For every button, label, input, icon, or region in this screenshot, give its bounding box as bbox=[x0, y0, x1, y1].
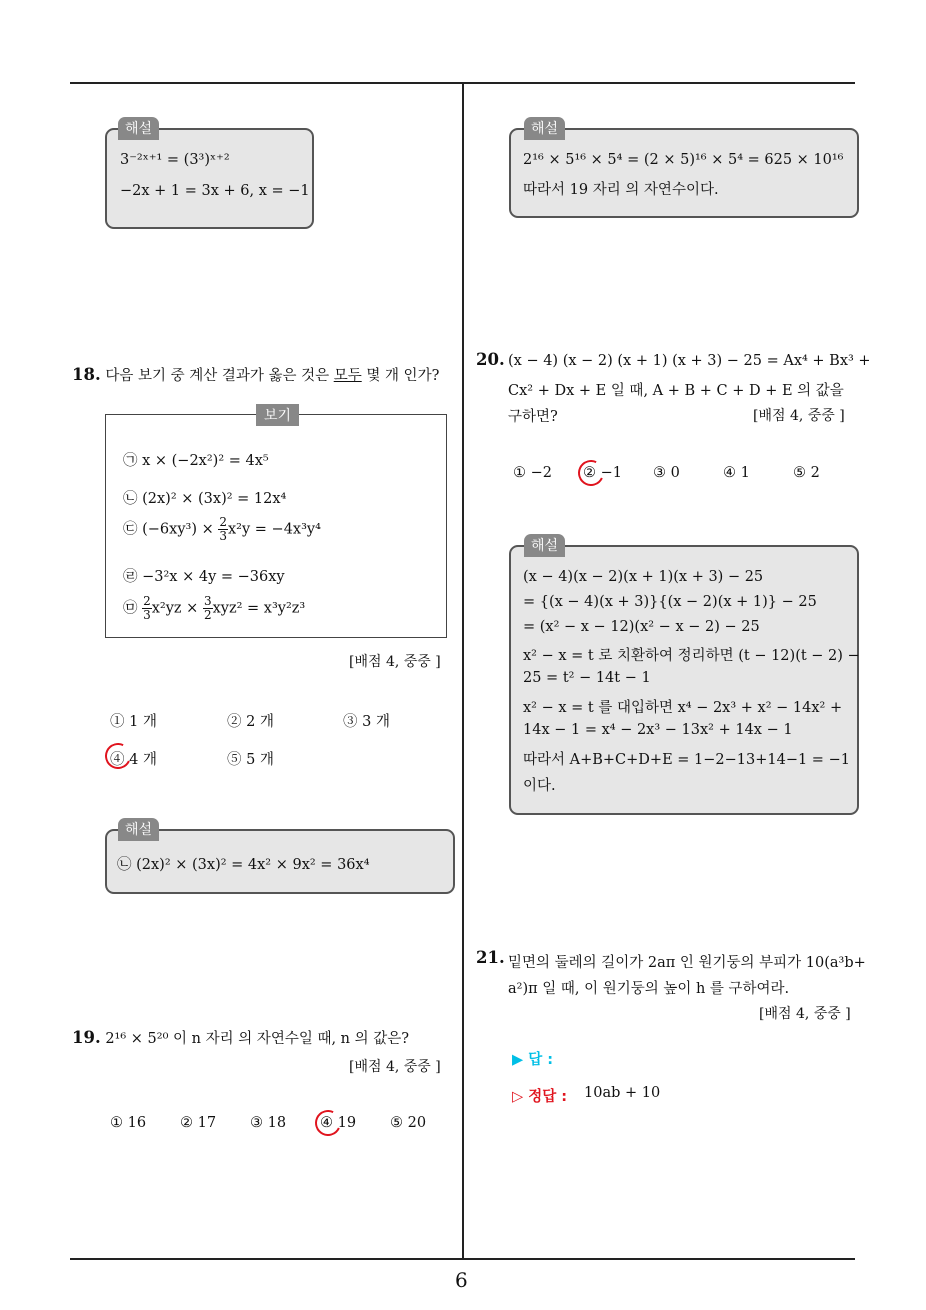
fraction-numerator: 3 bbox=[203, 594, 212, 608]
question-text: 몇 개 인가? bbox=[361, 368, 440, 384]
bottom-rule bbox=[70, 1258, 855, 1260]
question-text: 밑면의 둘레의 길이가 2aπ 인 원기둥의 부피가 10(a³b+ bbox=[508, 955, 866, 971]
fraction-denominator: 2 bbox=[203, 608, 212, 622]
option-4[interactable]: ④ 4 개 bbox=[110, 752, 157, 768]
solution-line: = (x² − x − 12)(x² − x − 2) − 25 bbox=[523, 619, 760, 635]
points-label: [배점 4, 중중 ] bbox=[349, 654, 441, 670]
question-text: a²)π 일 때, 이 원기둥의 높이 h 를 구하여라. bbox=[508, 981, 790, 997]
points-label: [배점 4, 중중 ] bbox=[753, 408, 845, 424]
bogi-item-5-post: xyz² = x³y²z³ bbox=[212, 600, 306, 617]
question-number: 20. bbox=[476, 350, 505, 369]
option-1[interactable]: ① −2 bbox=[513, 465, 552, 481]
solution-line: (x − 4)(x − 2)(x + 1)(x + 3) − 25 bbox=[523, 569, 764, 585]
solution-tag: 해설 bbox=[118, 117, 159, 140]
question-19 bbox=[72, 1024, 452, 1053]
question-text: 다음 보기 중 계산 결과가 옳은 것은 bbox=[105, 368, 334, 384]
option-1[interactable]: ① 16 bbox=[110, 1115, 147, 1131]
bogi-tag: 보기 bbox=[256, 404, 299, 426]
answer-mark-circle bbox=[574, 456, 607, 489]
option-3[interactable]: ③ 0 bbox=[653, 465, 680, 481]
question-text-underlined: 모두 bbox=[333, 368, 362, 384]
option-4[interactable]: ④ 1 bbox=[723, 465, 750, 481]
solution-tag: 해설 bbox=[118, 818, 159, 841]
page-number: 6 bbox=[455, 1268, 468, 1292]
option-2[interactable]: ② −1 bbox=[583, 465, 622, 481]
fraction bbox=[142, 595, 152, 622]
correct-answer-value: 10ab + 10 bbox=[584, 1085, 661, 1101]
option-5[interactable]: ⑤ 5 개 bbox=[227, 752, 274, 768]
solution-tag: 해설 bbox=[524, 534, 565, 557]
solution-line: 14x − 1 = x⁴ − 2x³ − 13x² + 14x − 1 bbox=[523, 722, 793, 738]
option-5[interactable]: ⑤ 2 bbox=[793, 465, 820, 481]
points-label: [배점 4, 중중 ] bbox=[759, 1006, 851, 1022]
solution-box-20 bbox=[509, 545, 859, 815]
solution-line: −2x + 1 = 3x + 6, x = −1 bbox=[120, 183, 310, 199]
question-text: (x − 4) (x − 2) (x + 1) (x + 3) − 25 = Ax⁴ + Bx³ + bbox=[508, 353, 871, 369]
answer-mark-circle bbox=[311, 1106, 344, 1139]
solution-box-17 bbox=[105, 128, 314, 229]
option-2[interactable]: ② 17 bbox=[180, 1115, 217, 1131]
solution-line: = {(x − 4)(x + 3)}{(x − 2)(x + 1)} − 25 bbox=[523, 594, 817, 610]
question-number: 21. bbox=[476, 948, 505, 967]
bogi-item-2: ㉡ (2x)² × (3x)² = 12x⁴ bbox=[123, 491, 287, 507]
solution-line: 2¹⁶ × 5¹⁶ × 5⁴ = (2 × 5)¹⁶ × 5⁴ = 625 × 10¹⁶ bbox=[523, 152, 844, 168]
bogi-item-5-mid: x²yz × bbox=[151, 600, 203, 617]
column-divider bbox=[462, 84, 464, 1260]
solution-line: 3⁻²ˣ⁺¹ = (3³)ˣ⁺² bbox=[120, 152, 230, 168]
bogi-item-3 bbox=[123, 516, 321, 543]
fraction-numerator: 2 bbox=[143, 594, 151, 608]
question-text: 2¹⁶ × 5²⁰ 이 n 자리 의 자연수일 때, n 의 값은? bbox=[105, 1031, 410, 1047]
solution-tag: 해설 bbox=[524, 117, 565, 140]
fraction bbox=[218, 516, 228, 543]
bogi-item-1: ㉠ x × (−2x²)² = 4x⁵ bbox=[123, 453, 269, 469]
fraction-denominator: 3 bbox=[143, 608, 151, 622]
bogi-item-5-pre: ㉤ bbox=[123, 600, 143, 617]
fraction-numerator: 2 bbox=[219, 515, 227, 529]
solution-line: x² − x = t 를 대입하면 x⁴ − 2x³ + x² − 14x² + bbox=[523, 700, 843, 716]
solution-line: ㉡ (2x)² × (3x)² = 4x² × 9x² = 36x⁴ bbox=[117, 857, 370, 873]
solution-line: 따라서 19 자리 의 자연수이다. bbox=[523, 182, 719, 198]
bogi-item-3-post: x²y = −4x³y⁴ bbox=[228, 521, 321, 538]
solution-line: 따라서 A+B+C+D+E = 1−2−13+14−1 = −1 bbox=[523, 752, 850, 768]
points-label: [배점 4, 중중 ] bbox=[349, 1059, 441, 1075]
correct-answer-label: ▷ 정답 : bbox=[512, 1089, 568, 1105]
bogi-item-3-pre: ㉢ (−6xy³) × bbox=[123, 521, 219, 538]
option-1[interactable]: ① 1 개 bbox=[110, 714, 157, 730]
option-3[interactable]: ③ 3 개 bbox=[343, 714, 390, 730]
solution-line: x² − x = t 로 치환하여 정리하면 (t − 12)(t − 2) − bbox=[523, 648, 860, 664]
option-5[interactable]: ⑤ 20 bbox=[390, 1115, 427, 1131]
option-3[interactable]: ③ 18 bbox=[250, 1115, 287, 1131]
solution-line: 이다. bbox=[523, 778, 556, 794]
solution-line: 25 = t² − 14t − 1 bbox=[523, 670, 651, 686]
question-text: Cx² + Dx + E 일 때, A + B + C + D + E 의 값을 bbox=[508, 383, 844, 399]
fraction-denominator: 3 bbox=[219, 529, 227, 543]
option-4[interactable]: ④ 19 bbox=[320, 1115, 357, 1131]
solution-box-19 bbox=[509, 128, 859, 218]
question-18 bbox=[72, 361, 452, 390]
answer-label: ▶ 답 : bbox=[512, 1052, 554, 1068]
question-text: 구하면? bbox=[508, 409, 558, 425]
option-2[interactable]: ② 2 개 bbox=[227, 714, 274, 730]
bogi-item-5 bbox=[123, 595, 305, 622]
question-number: 19. bbox=[72, 1028, 101, 1047]
question-number: 18. bbox=[72, 365, 101, 384]
bogi-item-4: ㉣ −3²x × 4y = −36xy bbox=[123, 569, 285, 585]
fraction bbox=[203, 595, 213, 622]
